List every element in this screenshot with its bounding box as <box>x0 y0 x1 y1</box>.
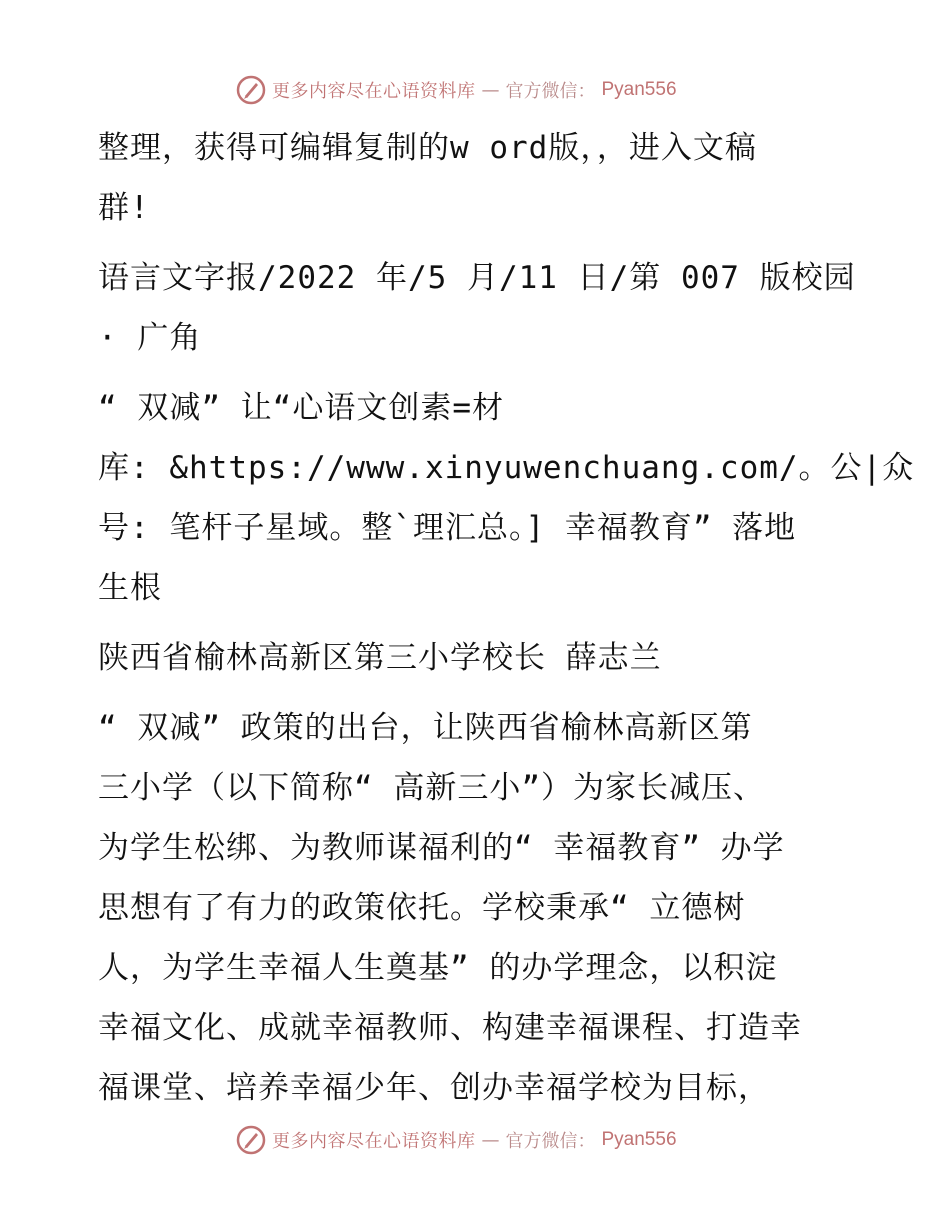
header-banner <box>236 72 716 108</box>
wechat-label: 官方微信： <box>505 1131 596 1152</box>
body-line: 人，为学生幸福人生奠基” 的办学理念，以积淀 <box>98 950 778 986</box>
source-line: · 广角 <box>98 320 202 356</box>
wechat-id: Pyan556 <box>601 79 677 100</box>
title-line: 号: 笔杆子星域。整`理汇总。] 幸福教育” 落地 <box>98 510 797 546</box>
title-line: 生根 <box>98 570 162 606</box>
quill-logo-icon <box>236 75 266 105</box>
wechat-id: Pyan556 <box>601 1129 677 1150</box>
body-line: 为学生松绑、为教师谋福利的“ 幸福教育” 办学 <box>98 830 785 866</box>
body-line: 三小学（以下简称“ 高新三小”）为家长减压、 <box>98 770 765 806</box>
banner-text: 更多内容尽在心语资料库 <box>272 81 476 102</box>
wechat-label: 官方微信： <box>505 81 596 102</box>
intro-line: 整理，获得可编辑复制的w ord版，，进入文稿 <box>98 130 757 166</box>
footer-banner <box>236 1122 716 1158</box>
title-line: “ 双减” 让“心语文创素=材 <box>98 390 504 426</box>
quill-logo-icon <box>236 1125 266 1155</box>
body-line: 幸福文化、成就幸福教师、构建幸福课程、打造幸 <box>98 1010 802 1046</box>
title-line: 库: &https://www.xinyuwenchuang.com/。公|众 <box>98 450 915 486</box>
banner-text: 更多内容尽在心语资料库 <box>272 1131 476 1152</box>
banner-separator: — <box>481 79 500 101</box>
body-line: 福课堂、培养幸福少年、创办幸福学校为目标， <box>98 1070 770 1106</box>
author-line: 陕西省榆林高新区第三小学校长 薛志兰 <box>98 640 662 676</box>
source-line: 语言文字报/2022 年/5 月/11 日/第 007 版校园 <box>98 260 856 296</box>
banner-separator: — <box>481 1129 500 1151</box>
document-body <box>98 118 915 1118</box>
body-line: 思想有了有力的政策依托。学校秉承“ 立德树 <box>98 890 746 926</box>
body-line: “ 双减” 政策的出台，让陕西省榆林高新区第 <box>98 710 753 746</box>
intro-line: 群! <box>98 190 150 226</box>
